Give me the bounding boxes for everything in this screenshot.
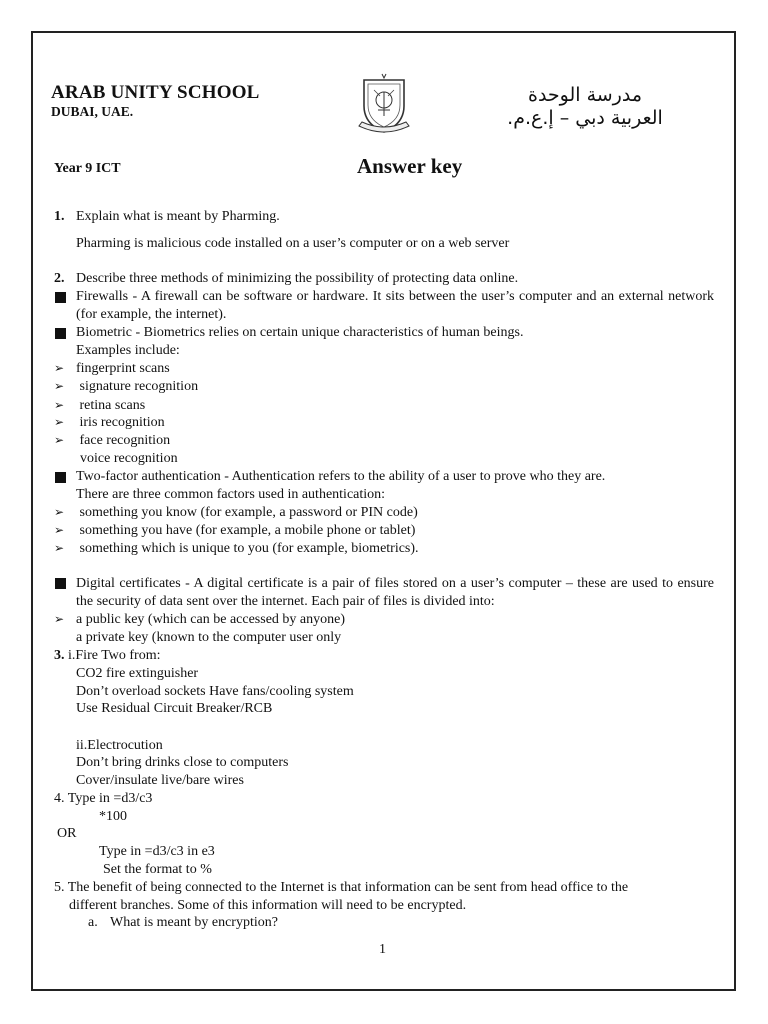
arrow-bullet-icon: ➢	[54, 523, 65, 537]
bullet-square	[55, 472, 66, 483]
fire-item: CO2 fire extinguisher	[76, 666, 199, 681]
arrow-bullet-icon: ➢	[54, 541, 65, 555]
q1-question: Explain what is meant by Pharming.	[76, 209, 280, 224]
electro-item: Cover/insulate live/bare wires	[76, 773, 244, 788]
factor-item: something which is unique to you (for example, biometrics).	[76, 541, 419, 556]
q1-answer: Pharming is malicious code installed on a user’s computer or on a web server	[76, 236, 510, 251]
page-title: Answer key	[357, 154, 463, 178]
arrow-bullet-icon: ➢	[54, 505, 65, 519]
arrow-bullet-icon: ➢	[54, 612, 65, 626]
factor-item: something you have (for example, a mobile phone or tablet)	[76, 523, 416, 538]
arrow-bullet-icon: ➢	[54, 379, 65, 393]
arrow-bullet-icon: ➢	[54, 398, 65, 412]
fire-item: Don’t overload sockets Have fans/cooling system	[76, 684, 354, 699]
bullet-square	[55, 578, 66, 589]
q4-line: Type in =d3/c3 in e3	[99, 844, 215, 859]
biometric-item: fingerprint scans	[76, 361, 170, 376]
q2-question: Describe three methods of minimizing the possibility of protecting data online.	[76, 271, 519, 286]
q5a-text: What is meant by encryption?	[110, 915, 278, 930]
q3-heading: 3. i.Fire Two from:	[54, 648, 161, 663]
biometric-item: signature recognition	[76, 379, 199, 394]
public-key-text: a public key (which can be accessed by anyone)	[76, 612, 345, 627]
q4-line: Set the format to %	[103, 862, 212, 877]
electro-item: Don’t bring drinks close to computers	[76, 755, 289, 770]
q1-number: 1.	[54, 209, 65, 224]
fire-item: Use Residual Circuit Breaker/RCB	[76, 701, 273, 716]
q5-text-cont: different branches. Some of this information will need to be encrypted.	[69, 898, 467, 913]
year-label: Year 9 ICT	[54, 161, 121, 176]
two-factor-text: Two-factor authentication - Authentication refers to the ability of a user to prove who they are.	[76, 469, 606, 484]
q4-line: 4. Type in =d3/c3	[54, 791, 153, 806]
examples-include: Examples include:	[76, 343, 180, 358]
q4-or: OR	[57, 826, 77, 841]
page-number: 1	[379, 942, 386, 957]
biometric-text: Biometric - Biometrics relies on certain unique characteristics of human beings.	[76, 325, 524, 340]
private-key-text: a private key (known to the computer user only	[76, 630, 342, 645]
arrow-bullet-icon: ➢	[54, 433, 65, 447]
school-name: ARAB UNITY SCHOOL	[51, 82, 260, 103]
school-crest-logo	[356, 72, 412, 140]
q5-text: 5. The benefit of being connected to the Internet is that information can be sent from head office to the	[54, 880, 629, 895]
electrocution-heading: ii.Electrocution	[76, 738, 163, 753]
digital-certificates-text: Digital certificates - A digital certificate is a pair of files stored on a user’s computer – these are used to ensure the security of data sent over the internet. Each pair of files is divided into:	[76, 576, 714, 609]
biometric-item: face recognition	[76, 433, 171, 448]
biometric-item: iris recognition	[76, 415, 165, 430]
factor-item: something you know (for example, a password or PIN code)	[76, 505, 418, 520]
arabic-school-name: مدرسة الوحدة العربية دبي – إ.ع.م.	[507, 84, 663, 129]
school-location: DUBAI, UAE.	[51, 104, 134, 119]
q2-number: 2.	[54, 271, 65, 286]
q5a-label: a.	[88, 915, 98, 930]
arrow-bullet-icon: ➢	[54, 415, 65, 429]
biometric-item: retina scans	[76, 398, 146, 413]
q4-line: *100	[99, 809, 127, 824]
firewalls-text: Firewalls - A firewall can be software or hardware. It sits between the user’s computer and an external network (for example, the internet).	[76, 289, 714, 322]
bullet-square	[55, 292, 66, 303]
arrow-bullet-icon: ➢	[54, 361, 65, 375]
bullet-square	[55, 328, 66, 339]
biometric-item-voice: voice recognition	[80, 451, 178, 466]
three-factors-text: There are three common factors used in authentication:	[76, 487, 386, 502]
